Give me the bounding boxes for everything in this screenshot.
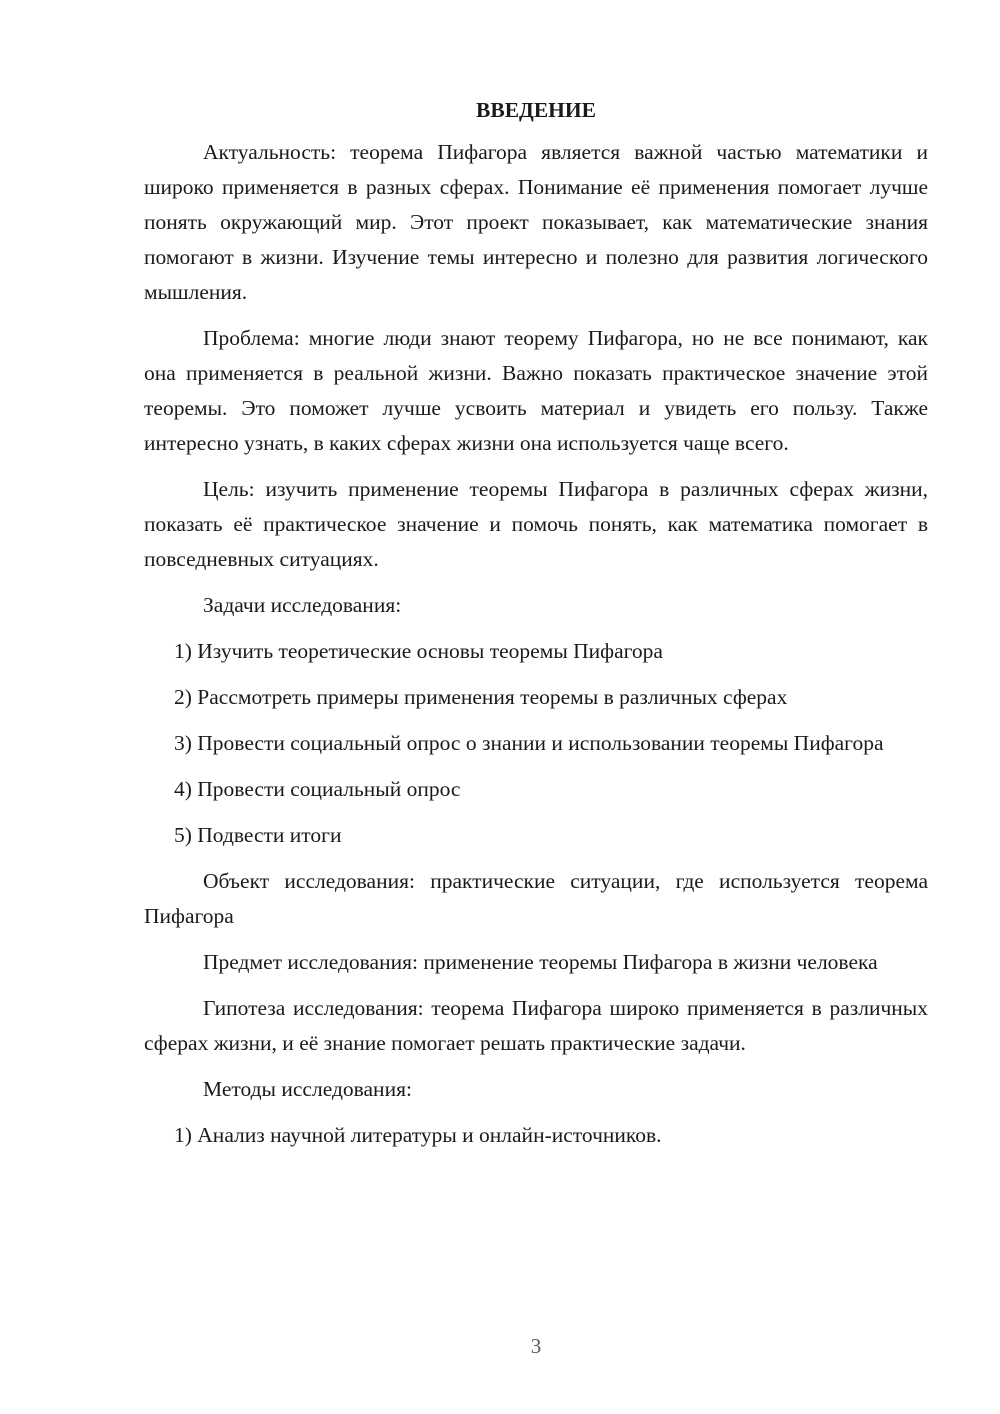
paragraph-subject: Предмет исследования: применение теоремы Пифагора в жизни человека: [203, 950, 878, 974]
paragraph-hypothesis: Гипотеза исследования: теорема Пифагора широко применяется в различных сферах жизни, и её знание помогает решать практические задачи.: [144, 996, 928, 1055]
task-item-3: 3) Провести социальный опрос о знании и использовании теоремы Пифагора: [174, 731, 884, 755]
tasks-title: Задачи исследования:: [203, 593, 402, 617]
task-item-2: 2) Рассмотреть примеры применения теоремы в различных сферах: [174, 685, 788, 709]
task-item-1: 1) Изучить теоретические основы теоремы Пифагора: [174, 639, 663, 663]
paragraph-goal: Цель: изучить применение теоремы Пифагора в различных сферах жизни, показать её практическое значение и помочь понять, как математика помогает в повседневных ситуациях.: [144, 477, 928, 571]
section-heading: ВВЕДЕНИЕ: [476, 98, 596, 122]
task-item-4: 4) Провести социальный опрос: [174, 777, 461, 801]
methods-title: Методы исследования:: [203, 1077, 412, 1101]
paragraph-problem: Проблема: многие люди знают теорему Пифагора, но не все понимают, как она применяется в реальной жизни. Важно показать практическое значение этой теоремы. Это поможет лучше усвоить материал и увидеть его пользу. Также интересно узнать, в каких сферах жизни она используется чаще всего.: [144, 326, 928, 455]
paragraph-relevance: Актуальность: теорема Пифагора является важной частью математики и широко применяется в разных сферах. Понимание её применения помогает лучше понять окружающий мир. Этот проект показывает, как математические знания помогают в жизни. Изучение темы интересно и полезно для развития логического мышления.: [144, 140, 928, 304]
page-content: [144, 93, 928, 1164]
paragraph-object: Объект исследования: практические ситуации, где используется теорема Пифагора: [144, 869, 928, 928]
task-item-5: 5) Подвести итоги: [174, 823, 342, 847]
method-item-1: 1) Анализ научной литературы и онлайн-источников.: [174, 1123, 662, 1147]
page-number: 3: [530, 1334, 542, 1358]
